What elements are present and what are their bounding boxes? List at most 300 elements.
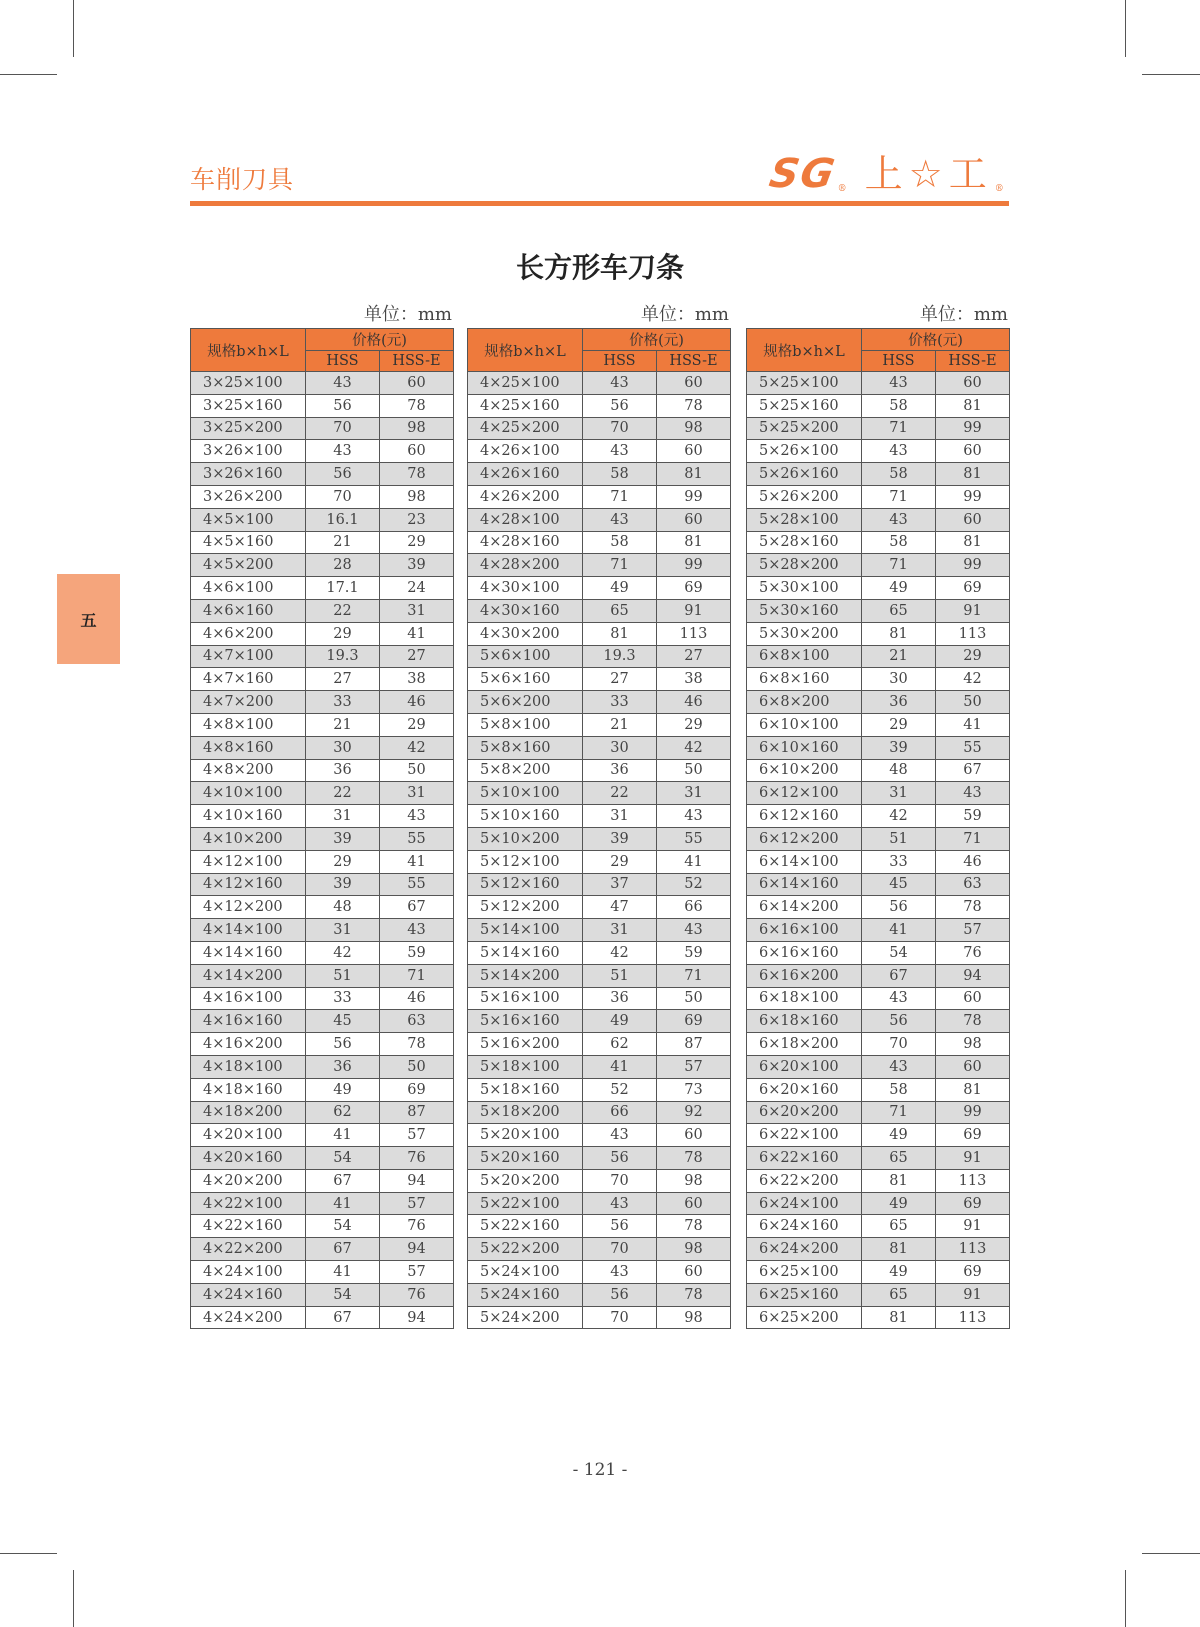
table-row (747, 805, 1010, 828)
table-row (747, 417, 1010, 440)
cell-hsse: 46 (657, 691, 731, 714)
cell-hsse: 60 (657, 1192, 731, 1215)
table-row (468, 622, 731, 645)
cell-spec: 4×22×200 (191, 1238, 306, 1261)
cell-hsse: 76 (936, 941, 1010, 964)
col-header-spec: 规格b×h×L (468, 329, 583, 372)
cell-hsse: 69 (936, 1124, 1010, 1147)
cell-hsse: 69 (936, 1192, 1010, 1215)
cell-spec: 4×28×160 (468, 531, 583, 554)
cell-hsse: 99 (657, 485, 731, 508)
table-row (468, 463, 731, 486)
cell-hss: 41 (862, 919, 936, 942)
cell-spec: 4×6×100 (191, 577, 306, 600)
table-row (191, 782, 454, 805)
cell-spec: 5×6×200 (468, 691, 583, 714)
cell-hsse: 87 (657, 1033, 731, 1056)
cell-hss: 29 (862, 713, 936, 736)
cell-hss: 81 (583, 622, 657, 645)
cell-hsse: 99 (936, 554, 1010, 577)
cell-hss: 54 (862, 941, 936, 964)
cell-hss: 81 (862, 1238, 936, 1261)
cell-hsse: 113 (657, 622, 731, 645)
cell-spec: 5×14×100 (468, 919, 583, 942)
logo-sg: SG (765, 151, 840, 197)
cell-hss: 33 (306, 691, 380, 714)
cell-hsse: 98 (936, 1033, 1010, 1056)
table-row (468, 1010, 731, 1033)
cell-hss: 31 (583, 919, 657, 942)
cell-spec: 4×8×200 (191, 759, 306, 782)
cell-hsse: 67 (936, 759, 1010, 782)
table-row (747, 1010, 1010, 1033)
cell-hsse: 42 (657, 736, 731, 759)
cell-hsse: 81 (936, 1078, 1010, 1101)
cell-hss: 47 (583, 896, 657, 919)
cell-spec: 6×25×160 (747, 1283, 862, 1306)
cell-spec: 4×24×100 (191, 1261, 306, 1284)
cell-spec: 4×5×200 (191, 554, 306, 577)
cell-spec: 6×14×160 (747, 873, 862, 896)
cell-hss: 51 (862, 827, 936, 850)
table-row (191, 1078, 454, 1101)
cell-spec: 4×18×200 (191, 1101, 306, 1124)
table-row (191, 1101, 454, 1124)
cell-hsse: 99 (936, 1101, 1010, 1124)
cell-hsse: 59 (936, 805, 1010, 828)
cell-hsse: 57 (380, 1124, 454, 1147)
table-row (191, 1215, 454, 1238)
cell-hsse: 92 (657, 1101, 731, 1124)
cell-spec: 4×24×200 (191, 1306, 306, 1329)
cell-hss: 70 (583, 1169, 657, 1192)
table-row (191, 508, 454, 531)
table-row (747, 668, 1010, 691)
table-row (191, 1147, 454, 1170)
cell-hss: 71 (862, 1101, 936, 1124)
cell-spec: 5×24×200 (468, 1306, 583, 1329)
table-row (191, 713, 454, 736)
table-row (468, 919, 731, 942)
cell-spec: 6×24×100 (747, 1192, 862, 1215)
cell-hss: 56 (583, 1283, 657, 1306)
cell-spec: 4×28×100 (468, 508, 583, 531)
cell-hss: 39 (306, 873, 380, 896)
cell-hsse: 78 (657, 1215, 731, 1238)
cell-hsse: 76 (380, 1283, 454, 1306)
cell-spec: 6×20×100 (747, 1055, 862, 1078)
cell-spec: 5×12×200 (468, 896, 583, 919)
cell-spec: 5×24×100 (468, 1261, 583, 1284)
table-row (191, 919, 454, 942)
cell-hss: 67 (306, 1238, 380, 1261)
table-row (747, 896, 1010, 919)
cell-hss: 19.3 (306, 645, 380, 668)
cell-spec: 6×20×160 (747, 1078, 862, 1101)
table-row (747, 736, 1010, 759)
table-row (468, 485, 731, 508)
cell-spec: 5×8×160 (468, 736, 583, 759)
cell-spec: 5×16×160 (468, 1010, 583, 1033)
table-row (468, 417, 731, 440)
cell-spec: 6×16×200 (747, 964, 862, 987)
cell-hss: 33 (862, 850, 936, 873)
cell-spec: 5×14×200 (468, 964, 583, 987)
cell-hss: 56 (306, 463, 380, 486)
cell-hss: 43 (583, 440, 657, 463)
table-row (747, 782, 1010, 805)
cell-hsse: 50 (380, 1055, 454, 1078)
cell-hsse: 69 (936, 1261, 1010, 1284)
cell-hsse: 41 (380, 850, 454, 873)
cell-hsse: 57 (657, 1055, 731, 1078)
cell-hss: 70 (306, 485, 380, 508)
table-row (191, 964, 454, 987)
cell-hsse: 81 (657, 531, 731, 554)
cell-spec: 4×20×200 (191, 1169, 306, 1192)
cell-hss: 43 (583, 1124, 657, 1147)
table-row (191, 1169, 454, 1192)
cell-spec: 5×25×200 (747, 417, 862, 440)
cell-hsse: 113 (936, 1169, 1010, 1192)
cell-hsse: 69 (380, 1078, 454, 1101)
cell-hsse: 60 (380, 440, 454, 463)
cell-spec: 6×22×100 (747, 1124, 862, 1147)
table-row (191, 485, 454, 508)
table-row (468, 964, 731, 987)
cell-spec: 4×16×100 (191, 987, 306, 1010)
cell-hsse: 43 (657, 805, 731, 828)
cell-hss: 45 (306, 1010, 380, 1033)
cell-hss: 43 (306, 440, 380, 463)
cell-spec: 5×18×200 (468, 1101, 583, 1124)
table-row (191, 554, 454, 577)
cell-spec: 4×20×160 (191, 1147, 306, 1170)
cell-spec: 3×26×160 (191, 463, 306, 486)
cell-spec: 5×10×160 (468, 805, 583, 828)
cell-hsse: 81 (936, 394, 1010, 417)
section-title: 车削刀具 (190, 165, 295, 194)
cell-hss: 22 (306, 782, 380, 805)
cell-spec: 4×14×100 (191, 919, 306, 942)
cell-hss: 43 (862, 1055, 936, 1078)
cell-hss: 62 (306, 1101, 380, 1124)
table-row (468, 1147, 731, 1170)
cell-spec: 3×25×200 (191, 417, 306, 440)
cell-spec: 4×7×100 (191, 645, 306, 668)
table-row (468, 987, 731, 1010)
table-row (747, 691, 1010, 714)
cell-hsse: 98 (657, 1169, 731, 1192)
cell-spec: 6×18×200 (747, 1033, 862, 1056)
cell-hss: 30 (306, 736, 380, 759)
cell-hsse: 27 (380, 645, 454, 668)
table-row (468, 577, 731, 600)
cell-hss: 70 (583, 417, 657, 440)
table-row (747, 463, 1010, 486)
brand-logo (765, 150, 1004, 197)
cell-hsse: 78 (936, 1010, 1010, 1033)
cell-hss: 29 (583, 850, 657, 873)
cell-spec: 4×28×200 (468, 554, 583, 577)
table-row (468, 873, 731, 896)
cell-hss: 37 (583, 873, 657, 896)
cell-spec: 4×7×160 (191, 668, 306, 691)
cell-spec: 5×10×100 (468, 782, 583, 805)
cell-spec: 6×16×160 (747, 941, 862, 964)
cell-hsse: 59 (380, 941, 454, 964)
cell-hsse: 29 (657, 713, 731, 736)
crop-mark (0, 74, 57, 75)
cell-hsse: 50 (380, 759, 454, 782)
cell-hsse: 43 (936, 782, 1010, 805)
col-header-spec: 规格b×h×L (191, 329, 306, 372)
cell-hss: 43 (862, 372, 936, 395)
cell-hsse: 81 (657, 463, 731, 486)
table-row (191, 896, 454, 919)
cell-spec: 4×18×100 (191, 1055, 306, 1078)
cell-hsse: 63 (380, 1010, 454, 1033)
cell-hss: 70 (862, 1033, 936, 1056)
cell-spec: 5×8×100 (468, 713, 583, 736)
table-row (191, 1010, 454, 1033)
table-row (468, 1055, 731, 1078)
cell-hss: 29 (306, 622, 380, 645)
cell-hss: 31 (583, 805, 657, 828)
cell-hsse: 60 (657, 440, 731, 463)
cell-spec: 5×28×100 (747, 508, 862, 531)
table-row (468, 691, 731, 714)
cell-hss: 43 (862, 987, 936, 1010)
table-row (747, 1306, 1010, 1329)
cell-hss: 67 (306, 1169, 380, 1192)
cell-spec: 4×30×100 (468, 577, 583, 600)
cell-hss: 33 (306, 987, 380, 1010)
table-row (747, 1215, 1010, 1238)
cell-hss: 33 (583, 691, 657, 714)
cell-spec: 3×26×200 (191, 485, 306, 508)
cell-spec: 5×18×100 (468, 1055, 583, 1078)
cell-hss: 27 (583, 668, 657, 691)
header-rule (190, 201, 1009, 206)
cell-hsse: 57 (936, 919, 1010, 942)
cell-hss: 43 (583, 508, 657, 531)
cell-hsse: 60 (657, 372, 731, 395)
cell-hss: 21 (862, 645, 936, 668)
cell-spec: 6×10×160 (747, 736, 862, 759)
table-row (191, 827, 454, 850)
table-row (191, 599, 454, 622)
table-row (747, 577, 1010, 600)
cell-hsse: 31 (380, 599, 454, 622)
crop-mark (1125, 1570, 1126, 1627)
table-row (747, 919, 1010, 942)
table-row (191, 1306, 454, 1329)
cell-hsse: 81 (936, 531, 1010, 554)
cell-spec: 3×26×100 (191, 440, 306, 463)
cell-hss: 43 (583, 1192, 657, 1215)
cell-hss: 71 (862, 485, 936, 508)
col-header-spec: 规格b×h×L (747, 329, 862, 372)
cell-spec: 5×26×100 (747, 440, 862, 463)
cell-spec: 6×8×200 (747, 691, 862, 714)
table-row (191, 1238, 454, 1261)
cell-hsse: 98 (657, 417, 731, 440)
cell-hss: 36 (306, 1055, 380, 1078)
table-row (747, 531, 1010, 554)
table-row (468, 668, 731, 691)
cell-spec: 5×14×160 (468, 941, 583, 964)
cell-spec: 5×20×100 (468, 1124, 583, 1147)
cell-spec: 6×14×200 (747, 896, 862, 919)
cell-spec: 4×26×200 (468, 485, 583, 508)
table-row (747, 713, 1010, 736)
cell-hsse: 57 (380, 1261, 454, 1284)
cell-hsse: 91 (657, 599, 731, 622)
cell-spec: 4×12×100 (191, 850, 306, 873)
cell-hsse: 59 (657, 941, 731, 964)
cell-hss: 67 (862, 964, 936, 987)
crop-mark (0, 1553, 57, 1554)
cell-hsse: 98 (380, 417, 454, 440)
table-row (191, 850, 454, 873)
cell-hss: 16.1 (306, 508, 380, 531)
cell-hss: 70 (583, 1238, 657, 1261)
cell-spec: 4×20×100 (191, 1124, 306, 1147)
table-row (468, 713, 731, 736)
cell-hss: 42 (862, 805, 936, 828)
table-row (747, 599, 1010, 622)
cell-hsse: 42 (380, 736, 454, 759)
cell-hss: 30 (583, 736, 657, 759)
cell-hss: 58 (862, 1078, 936, 1101)
cell-spec: 5×26×200 (747, 485, 862, 508)
cell-spec: 5×28×160 (747, 531, 862, 554)
cell-hsse: 113 (936, 1238, 1010, 1261)
cell-hsse: 63 (936, 873, 1010, 896)
table-row (747, 987, 1010, 1010)
table-row (468, 782, 731, 805)
cell-hss: 66 (583, 1101, 657, 1124)
cell-hss: 36 (583, 987, 657, 1010)
cell-hsse: 99 (936, 485, 1010, 508)
table-row (468, 645, 731, 668)
cell-hss: 56 (306, 1033, 380, 1056)
table-row (468, 736, 731, 759)
cell-hsse: 76 (380, 1215, 454, 1238)
table-row (747, 1283, 1010, 1306)
cell-hsse: 69 (657, 1010, 731, 1033)
cell-spec: 4×25×160 (468, 394, 583, 417)
cell-hsse: 41 (657, 850, 731, 873)
table-row (191, 759, 454, 782)
cell-hsse: 46 (380, 691, 454, 714)
cell-hsse: 94 (380, 1238, 454, 1261)
cell-hsse: 29 (380, 531, 454, 554)
cell-hss: 70 (306, 417, 380, 440)
cell-hss: 52 (583, 1078, 657, 1101)
cell-spec: 6×20×200 (747, 1101, 862, 1124)
cell-spec: 5×10×200 (468, 827, 583, 850)
cell-hsse: 91 (936, 1215, 1010, 1238)
cell-hsse: 41 (380, 622, 454, 645)
cell-hss: 81 (862, 1169, 936, 1192)
cell-spec: 4×10×160 (191, 805, 306, 828)
cell-hsse: 78 (380, 1033, 454, 1056)
cell-spec: 3×25×160 (191, 394, 306, 417)
cell-hsse: 41 (936, 713, 1010, 736)
cell-hsse: 60 (936, 508, 1010, 531)
col-header-hsse: HSS-E (936, 351, 1010, 372)
cell-hss: 65 (862, 1215, 936, 1238)
cell-hsse: 31 (380, 782, 454, 805)
table-row (191, 645, 454, 668)
cell-hss: 49 (583, 577, 657, 600)
cell-hsse: 50 (936, 691, 1010, 714)
cell-hsse: 78 (380, 463, 454, 486)
table-row (468, 599, 731, 622)
table-row (468, 372, 731, 395)
table-row (747, 1147, 1010, 1170)
cell-hsse: 24 (380, 577, 454, 600)
cell-spec: 6×10×200 (747, 759, 862, 782)
cell-hss: 39 (862, 736, 936, 759)
cell-spec: 4×8×160 (191, 736, 306, 759)
price-table (190, 328, 454, 1329)
table-row (191, 987, 454, 1010)
cell-hss: 54 (306, 1283, 380, 1306)
cell-hss: 48 (306, 896, 380, 919)
cell-hsse: 29 (936, 645, 1010, 668)
cell-hsse: 78 (380, 394, 454, 417)
table-row (747, 941, 1010, 964)
cell-hsse: 60 (657, 1261, 731, 1284)
page-title: 长方形车刀条 (515, 251, 684, 284)
cell-hss: 21 (306, 713, 380, 736)
unit-label: 单位：mm (363, 304, 452, 325)
cell-hss: 39 (306, 827, 380, 850)
table-row (191, 1283, 454, 1306)
table-row (747, 827, 1010, 850)
table-row (747, 1169, 1010, 1192)
table-row (191, 622, 454, 645)
cell-hss: 28 (306, 554, 380, 577)
cell-spec: 6×8×100 (747, 645, 862, 668)
cell-hsse: 78 (657, 394, 731, 417)
cell-spec: 5×24×160 (468, 1283, 583, 1306)
cell-spec: 4×14×160 (191, 941, 306, 964)
cell-hsse: 46 (380, 987, 454, 1010)
cell-hss: 21 (583, 713, 657, 736)
cell-spec: 5×8×200 (468, 759, 583, 782)
cell-spec: 4×10×200 (191, 827, 306, 850)
col-header-price: 价格(元) (862, 329, 1010, 351)
col-header-price: 价格(元) (306, 329, 454, 351)
crop-mark (1125, 0, 1126, 57)
cell-hsse: 94 (380, 1169, 454, 1192)
cell-spec: 4×12×200 (191, 896, 306, 919)
cell-spec: 4×6×160 (191, 599, 306, 622)
cell-spec: 5×16×100 (468, 987, 583, 1010)
cell-hss: 17.1 (306, 577, 380, 600)
cell-spec: 6×12×200 (747, 827, 862, 850)
col-header-hss: HSS (862, 351, 936, 372)
table-row (468, 394, 731, 417)
cell-hss: 49 (862, 1261, 936, 1284)
cell-hsse: 60 (936, 440, 1010, 463)
cell-hsse: 38 (657, 668, 731, 691)
cell-spec: 6×18×100 (747, 987, 862, 1010)
